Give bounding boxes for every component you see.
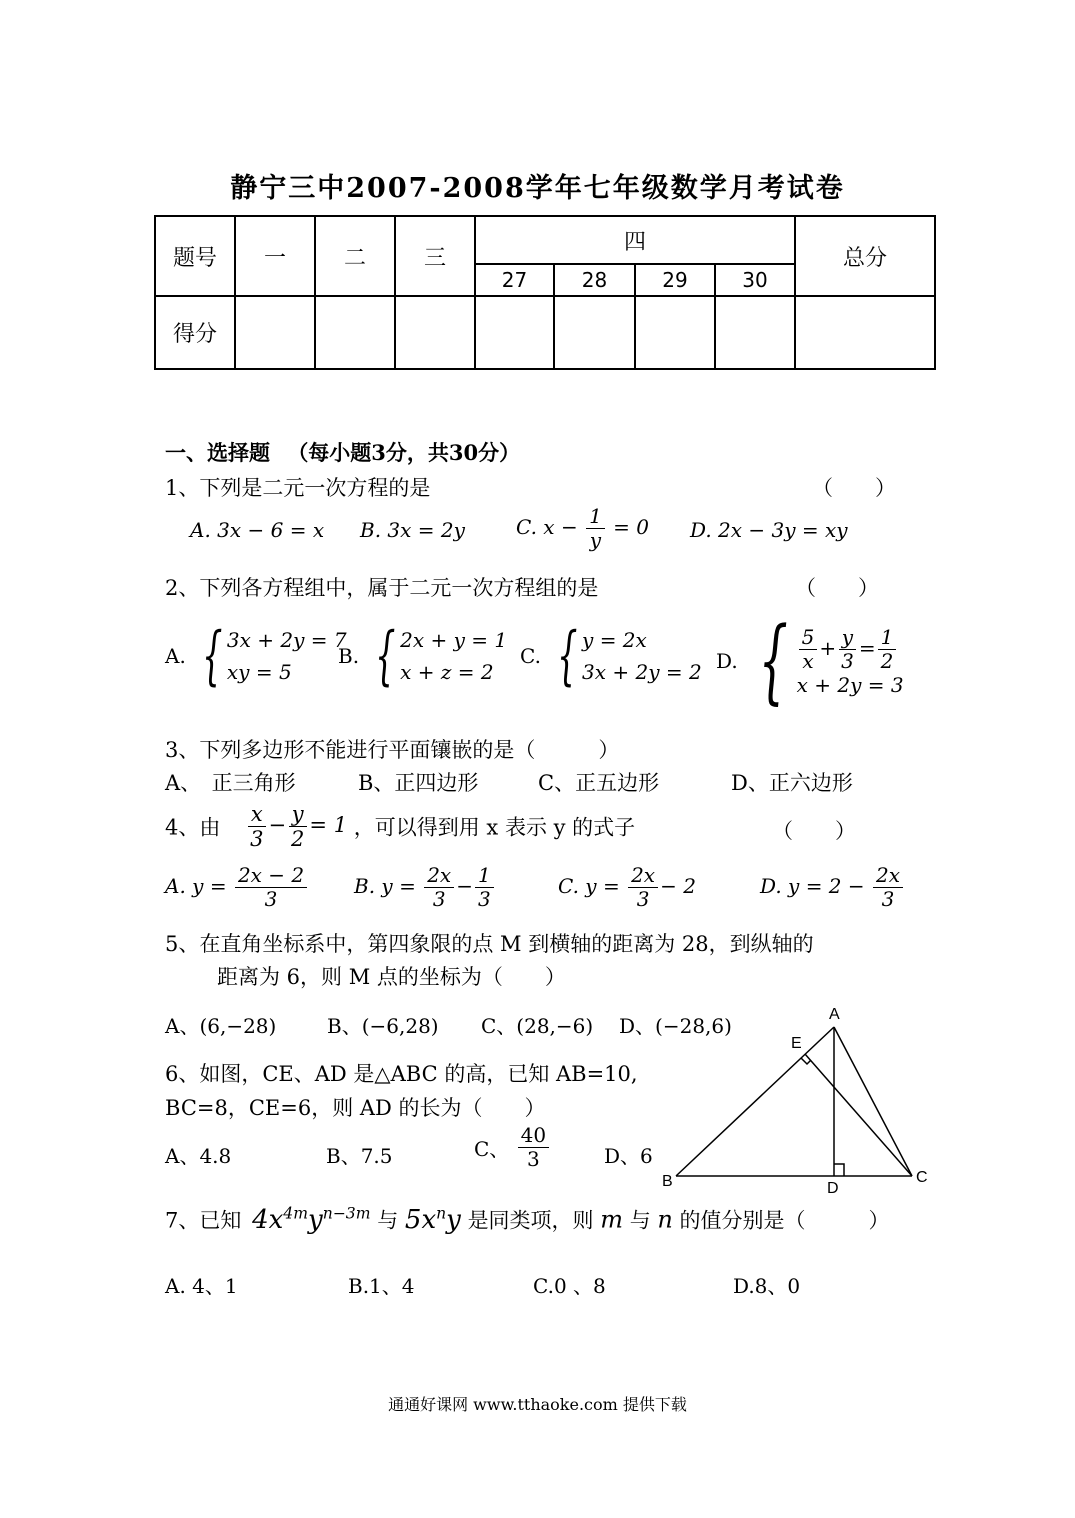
denominator: 3 — [432, 887, 446, 911]
q7-term-2 — [405, 1205, 461, 1235]
brace-icon: { — [557, 619, 578, 693]
q7-stem — [165, 1204, 890, 1235]
exponent: n — [436, 1204, 447, 1222]
numerator: 1 — [475, 864, 494, 888]
q1-c-suffix: = 0 — [613, 515, 649, 539]
q7-connector: 与 — [377, 1208, 399, 1233]
q1-option-b[interactable]: B. 3x = 2y — [360, 518, 465, 542]
q7-option-c[interactable]: C.0 、8 — [533, 1274, 606, 1298]
page-footer: 通通好课网 www.tthaoke.com 提供下载 — [388, 1395, 687, 1414]
q2-c-system — [547, 619, 702, 693]
q4-answer-bracket[interactable]: （ ） — [772, 819, 856, 843]
operator: − — [268, 813, 287, 838]
q2-option-d[interactable] — [716, 607, 904, 714]
score-cell[interactable] — [235, 296, 315, 369]
operator: = — [858, 635, 876, 660]
q3-option-d[interactable]: D、正六边形 — [731, 771, 853, 795]
operator: − — [456, 874, 473, 898]
score-header-total: 总分 — [795, 216, 935, 296]
score-cell[interactable] — [315, 296, 395, 369]
q1-option-a[interactable]: A. 3x − 6 = x — [190, 518, 325, 542]
numerator: 2x — [424, 864, 454, 888]
denominator: 3 — [264, 887, 278, 911]
score-cell[interactable] — [795, 296, 935, 369]
q1-option-c[interactable] — [516, 505, 649, 552]
score-cell[interactable] — [475, 296, 554, 369]
equation: x + 2y = 3 — [796, 672, 904, 697]
numerator: 40 — [518, 1124, 549, 1148]
label-a: A — [829, 1006, 840, 1023]
variable-n: n — [657, 1205, 673, 1234]
denominator: 3 — [527, 1147, 540, 1171]
q1-c-prefix: C. x − — [516, 515, 578, 539]
q7-option-d[interactable]: D.8、0 — [733, 1274, 801, 1298]
q1-option-d[interactable]: D. 2x − 3y = xy — [690, 518, 848, 542]
section-heading — [165, 437, 520, 467]
q2-stem: 2、下列各方程组中，属于二元一次方程组的是 — [165, 576, 599, 600]
numerator: x — [248, 802, 266, 827]
score-header-4: 四 — [475, 216, 795, 264]
denominator: y — [589, 528, 602, 552]
q2-d-label: D. — [716, 649, 738, 673]
denominator: x — [802, 648, 814, 673]
score-cell[interactable] — [715, 296, 795, 369]
brace-icon: { — [202, 619, 223, 693]
q6-option-b[interactable]: B、7.5 — [326, 1144, 393, 1168]
q4-stem — [165, 802, 635, 851]
q7-suffix: 的值分别是（ ） — [679, 1208, 890, 1233]
score-sub-29: 29 — [635, 264, 715, 296]
numerator: 2x — [873, 864, 903, 888]
equation: 3x + 2y = 2 — [582, 660, 702, 684]
denominator: 3 — [636, 887, 650, 911]
q4-option-c[interactable] — [558, 864, 696, 911]
numerator: 1 — [878, 626, 897, 650]
q1-c-fraction — [586, 505, 605, 552]
q3-option-b[interactable]: B、正四边形 — [358, 771, 479, 795]
operator: + — [819, 635, 837, 660]
score-sub-27: 27 — [475, 264, 554, 296]
numerator: 2x − 2 — [235, 864, 307, 888]
q2-a-label: A. — [165, 644, 186, 668]
q5-option-b[interactable]: B、(−6,28) — [327, 1014, 439, 1038]
coefficient: 4x — [252, 1204, 284, 1235]
triangle-figure — [660, 1000, 940, 1200]
q2-b-label: B. — [338, 644, 360, 668]
q5-option-c[interactable]: C、(28,−6) — [481, 1014, 594, 1038]
q4-c-suffix: − 2 — [660, 874, 696, 898]
q5-option-d[interactable]: D、(−28,6) — [619, 1014, 732, 1038]
q4-a-prefix: A. y = — [165, 874, 227, 898]
q1-stem: 1、下列是二元一次方程的是 — [165, 476, 431, 500]
q7-term-1 — [252, 1205, 370, 1235]
q6-option-c[interactable] — [474, 1124, 551, 1171]
score-header-label: 题号 — [155, 216, 235, 296]
q7-suffix: 是同类项，则 — [467, 1208, 594, 1233]
numerator: 5 — [799, 626, 818, 650]
equation: 3x + 2y = 7 — [226, 628, 347, 652]
q3-stem: 3、下列多边形不能进行平面镶嵌的是（ ） — [165, 738, 620, 762]
q3-option-a[interactable]: A、 正三角形 — [165, 771, 296, 795]
label-b: B — [662, 1173, 673, 1190]
label-c: C — [916, 1169, 928, 1186]
q6-stem-line2: BC=8，CE=6，则 AD 的长为（ ） — [165, 1096, 546, 1120]
right-angle-mark — [834, 1164, 844, 1176]
brace-icon: { — [758, 607, 788, 714]
numerator: y — [289, 802, 307, 827]
q2-d-eq1 — [797, 626, 904, 673]
q6-option-a[interactable]: A、4.8 — [165, 1144, 232, 1168]
q5-stem-line1: 5、在直角坐标系中，第四象限的点 M 到横轴的距离为 28，到纵轴的 — [165, 932, 814, 956]
score-sub-28: 28 — [554, 264, 635, 296]
q4-prefix: 4、由 — [165, 815, 221, 840]
label-e: E — [791, 1035, 802, 1052]
denominator: 3 — [841, 648, 854, 673]
q2-answer-bracket[interactable]: （ ） — [795, 576, 879, 600]
q1-answer-bracket[interactable]: （ ） — [812, 476, 896, 500]
q4-b-prefix: B. y = — [354, 874, 416, 898]
equation: xy = 5 — [226, 660, 292, 684]
q5-stem-line2: 距离为 6，则 M 点的坐标为（ ） — [217, 965, 566, 989]
q2-option-b[interactable] — [338, 619, 508, 693]
denominator: 2 — [880, 648, 894, 673]
denominator: 3 — [250, 827, 264, 852]
q3-option-c[interactable]: C、正五边形 — [538, 771, 660, 795]
exponent: n−3m — [322, 1204, 371, 1222]
score-sub-30: 30 — [715, 264, 795, 296]
q6-stem-line1: 6、如图，CE、AD 是△ABC 的高，已知 AB=10, — [165, 1062, 638, 1086]
coefficient: 5x — [404, 1204, 437, 1235]
q4-suffix: ，可以得到用 x 表示 y 的式子 — [353, 815, 636, 840]
section-note: （每小题3分，共30分） — [287, 440, 521, 465]
operator: = 1 — [309, 813, 348, 838]
denominator: 3 — [881, 887, 895, 911]
section-title: 一、选择题 — [165, 440, 270, 465]
q6-option-d[interactable]: D、6 — [604, 1144, 653, 1168]
score-header-3: 三 — [395, 216, 475, 296]
numerator: 2x — [628, 864, 658, 888]
score-cell[interactable] — [635, 296, 715, 369]
numerator: y — [839, 626, 856, 650]
q4-d-prefix: D. y = 2 − — [760, 874, 865, 898]
score-header-2: 二 — [315, 216, 395, 296]
q2-d-system — [744, 607, 904, 714]
equation: x + z = 2 — [400, 660, 494, 684]
q7-connector: 与 — [629, 1208, 651, 1233]
q2-option-c[interactable] — [520, 619, 702, 693]
score-table — [154, 215, 936, 370]
q4-c-prefix: C. y = — [558, 874, 620, 898]
equation: y = 2x — [582, 628, 647, 652]
q4-option-d[interactable] — [760, 864, 905, 911]
variable-m: m — [600, 1205, 624, 1234]
q4-option-b[interactable] — [354, 864, 496, 911]
q7-option-b[interactable]: B.1、4 — [348, 1274, 415, 1298]
q7-prefix: 7、已知 — [165, 1208, 242, 1233]
q7-option-a[interactable]: A. 4、1 — [165, 1274, 238, 1298]
variable: y — [308, 1204, 323, 1235]
brace-icon: { — [375, 619, 396, 693]
q2-a-system — [192, 619, 347, 693]
q2-option-a[interactable] — [165, 619, 347, 693]
denominator: 2 — [291, 827, 305, 852]
score-cell[interactable] — [554, 296, 635, 369]
equation: 2x + y = 1 — [400, 628, 508, 652]
q2-b-system — [365, 619, 508, 693]
variable: y — [446, 1204, 461, 1235]
q2-c-label: C. — [520, 644, 541, 668]
score-cell[interactable] — [395, 296, 475, 369]
numerator: 1 — [586, 505, 605, 529]
q4-option-a[interactable] — [165, 864, 309, 911]
score-row-label: 得分 — [155, 296, 235, 369]
label-d: D — [827, 1180, 839, 1197]
score-header-1: 一 — [235, 216, 315, 296]
exponent: 4m — [283, 1204, 308, 1222]
side-ab — [676, 1027, 834, 1176]
q5-option-a[interactable]: A、(6,−28) — [165, 1014, 277, 1038]
page-title: 静宁三中2007-2008学年七年级数学月考试卷 — [230, 173, 845, 204]
q6-c-label: C、 — [474, 1137, 510, 1161]
denominator: 3 — [477, 887, 491, 911]
